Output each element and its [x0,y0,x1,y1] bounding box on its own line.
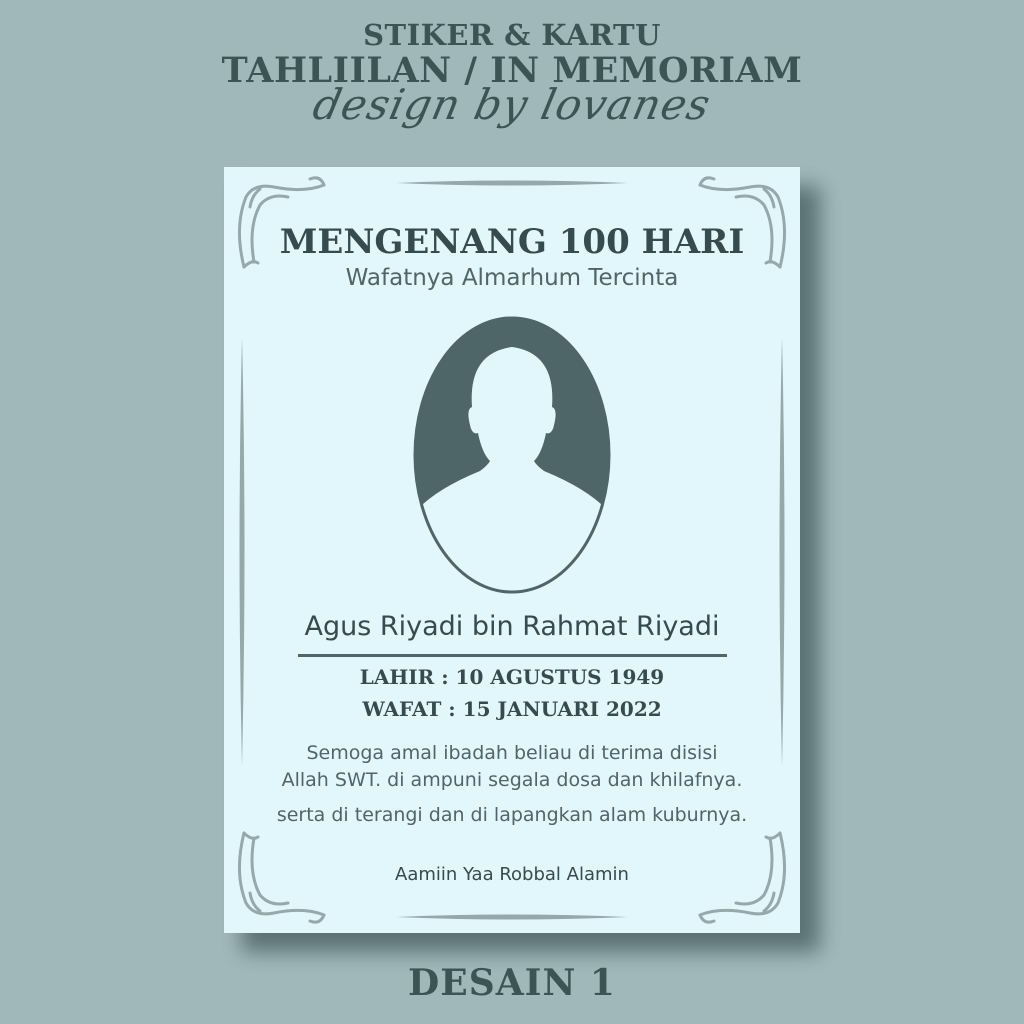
design-label: DESAIN 1 [408,962,616,1004]
card-title: MENGENANG 100 HARI [279,222,745,262]
bottom-ornament-line [396,915,628,920]
death-date: WAFAT : 15 JANUARI 2022 [362,697,662,721]
birth-date: LAHIR : 10 AGUSTUS 1949 [359,665,665,689]
deceased-name: Agus Riyadi bin Rahmat Riyadi [304,611,720,642]
name-divider [298,654,727,657]
designer-signature: design by lovanes [308,80,716,129]
prayer-line-2: Allah SWT. di ampuni segala dosa dan khilafnya. [281,769,743,791]
memorial-card [224,167,800,933]
person-silhouette-icon [412,315,612,595]
prayer-line-1: Semoga amal ibadah beliau di terima disisi [306,742,718,764]
header-title-line-2: TAHLIILAN / IN MEMORIAM [221,50,803,91]
closing-prayer: Aamiin Yaa Robbal Alamin [395,864,629,885]
top-ornament-line [396,181,628,186]
header-title-line-1: STIKER & KARTU [363,18,661,52]
prayer-line-3: serta di terangi dan di lapangkan alam kuburnya. [276,804,748,826]
card-subtitle: Wafatnya Almarhum Tercinta [345,265,679,291]
